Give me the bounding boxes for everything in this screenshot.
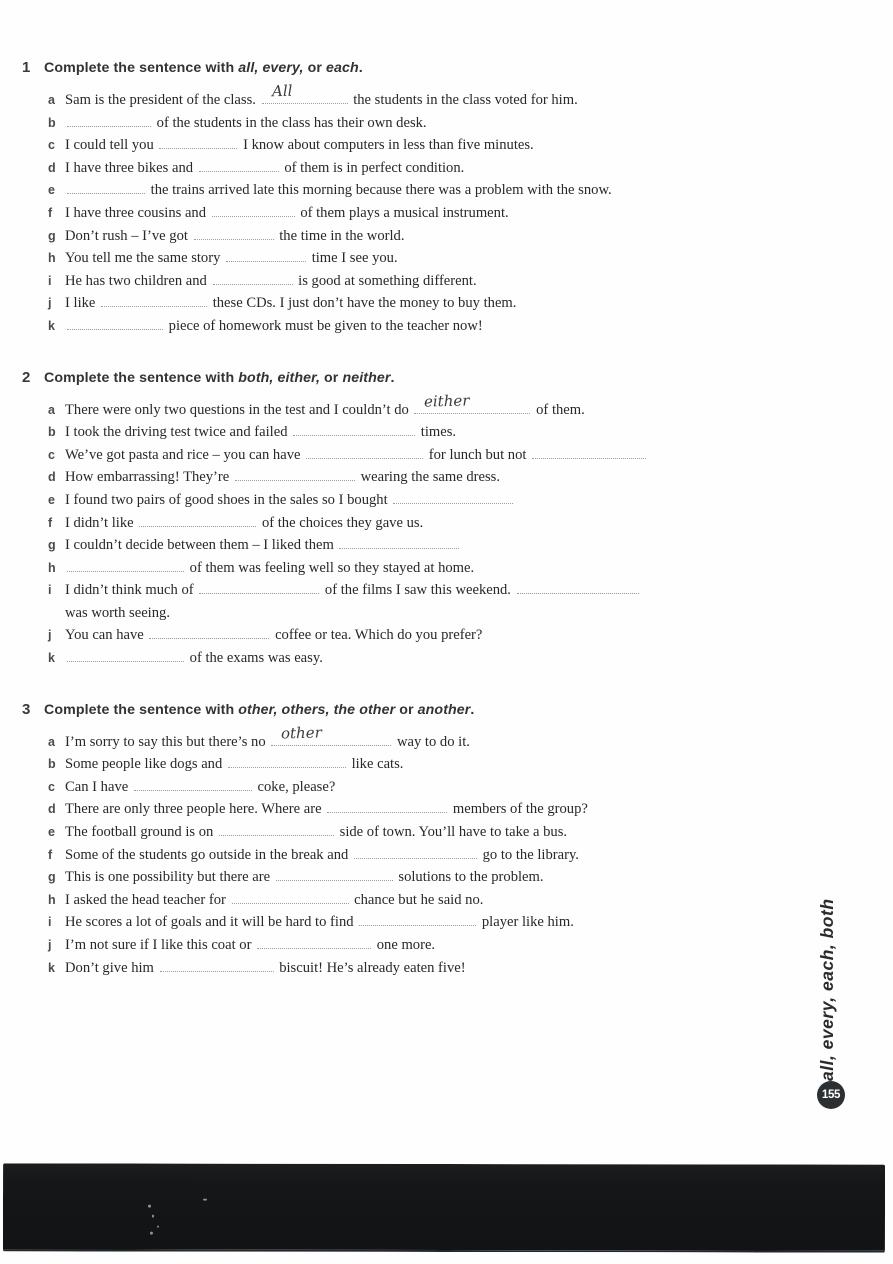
answer-blank[interactable] bbox=[212, 204, 295, 217]
sentence-text: of the films I saw this weekend. bbox=[321, 582, 515, 599]
exercise-number: 2 bbox=[22, 368, 31, 386]
answer-blank[interactable] bbox=[414, 391, 530, 414]
exercise-item-3g bbox=[22, 866, 875, 889]
instruction-text: another bbox=[417, 701, 471, 718]
item-sentence bbox=[65, 821, 875, 844]
item-sentence bbox=[65, 647, 875, 670]
answer-blank[interactable] bbox=[67, 114, 151, 127]
exercise-item-1g bbox=[22, 225, 875, 248]
item-letter: a bbox=[48, 402, 55, 417]
sentence-text: one more. bbox=[373, 937, 436, 953]
answer-blank[interactable] bbox=[67, 649, 184, 662]
exercise-item-3d bbox=[22, 798, 875, 821]
item-letter: h bbox=[48, 560, 56, 575]
item-sentence bbox=[65, 534, 875, 557]
sentence-text: Don’t rush – I’ve got bbox=[65, 227, 192, 244]
exercise-instruction bbox=[44, 368, 395, 388]
item-sentence bbox=[65, 624, 875, 647]
item-sentence bbox=[65, 579, 875, 624]
item-letter: k bbox=[48, 651, 55, 666]
scan-artifact bbox=[150, 1232, 153, 1235]
sentence-text: I’m not sure if I like this coat or bbox=[65, 937, 256, 953]
sentence-text: wearing the same dress. bbox=[356, 469, 500, 486]
exercise-item-3h bbox=[22, 889, 875, 912]
exercise-item-2c bbox=[22, 444, 875, 467]
sentence-text: coffee or tea. Which do you prefer? bbox=[271, 627, 483, 644]
item-letter: j bbox=[48, 938, 52, 952]
item-sentence bbox=[65, 866, 875, 889]
item-letter: g bbox=[48, 538, 56, 553]
handwritten-answer: All bbox=[271, 82, 293, 101]
sentence-text: He scores a lot of goals and it will be hard to find bbox=[65, 914, 358, 931]
item-sentence bbox=[65, 889, 875, 912]
exercise-item-1a bbox=[22, 82, 875, 112]
sentence-text: of the choices they gave us. bbox=[258, 514, 424, 531]
sentence-text: solutions to the problem. bbox=[394, 869, 544, 886]
exercise-item-3a bbox=[22, 723, 875, 754]
item-sentence bbox=[65, 391, 875, 422]
sentence-text: There are only three people here. Where are bbox=[65, 801, 326, 818]
answer-blank[interactable] bbox=[199, 581, 319, 594]
exercise-instruction bbox=[44, 700, 474, 720]
item-letter: j bbox=[48, 628, 52, 643]
item-letter: b bbox=[48, 425, 56, 440]
item-sentence bbox=[65, 421, 875, 444]
unit-side-label: all, every, each, both bbox=[817, 898, 837, 1081]
exercise-2 bbox=[22, 368, 875, 670]
sentence-text: He has two children and bbox=[65, 272, 211, 289]
item-letter: e bbox=[48, 825, 55, 840]
instruction-text: or bbox=[395, 701, 418, 718]
item-sentence bbox=[65, 798, 875, 821]
instruction-text: all, every, bbox=[238, 60, 304, 76]
item-sentence bbox=[65, 957, 875, 980]
answer-blank[interactable] bbox=[213, 272, 293, 285]
sentence-text: You tell me the same story bbox=[65, 250, 225, 267]
sentence-text: these CDs. I just don’t have the money to buy them. bbox=[209, 295, 517, 312]
sentence-text: Some people like dogs and bbox=[65, 756, 226, 773]
sentence-text: I like bbox=[65, 295, 100, 312]
sentence-text: times. bbox=[417, 424, 457, 441]
answer-blank[interactable] bbox=[149, 626, 269, 639]
instruction-text: Complete the sentence with bbox=[44, 701, 239, 718]
item-letter: k bbox=[48, 960, 55, 975]
answer-blank[interactable] bbox=[517, 581, 639, 594]
sentence-text: of them is in perfect condition. bbox=[280, 159, 465, 176]
sentence-text: the time in the world. bbox=[275, 227, 405, 244]
exercise-item-3b bbox=[22, 753, 875, 776]
item-letter: g bbox=[48, 870, 56, 885]
answer-blank[interactable] bbox=[532, 446, 646, 459]
sentence-text: of them plays a musical instrument. bbox=[296, 204, 509, 221]
sentence-text: There were only two questions in the test and I couldn’t do bbox=[65, 401, 413, 418]
sentence-text: Some of the students go outside in the break and bbox=[65, 846, 352, 863]
item-letter: f bbox=[48, 515, 53, 530]
answer-blank[interactable] bbox=[228, 755, 346, 768]
answer-blank[interactable] bbox=[262, 82, 348, 104]
exercise-1 bbox=[22, 58, 875, 338]
instruction-text: or bbox=[303, 60, 327, 76]
item-letter: j bbox=[48, 296, 52, 311]
sentence-text: the trains arrived late this morning because there was a problem with the snow. bbox=[147, 182, 612, 199]
answer-blank[interactable] bbox=[235, 468, 355, 481]
exercise-item-2f bbox=[22, 512, 875, 535]
instruction-text: Complete the sentence with bbox=[44, 369, 239, 386]
item-sentence bbox=[65, 844, 875, 867]
answer-blank[interactable] bbox=[67, 559, 184, 572]
exercise-item-1j bbox=[22, 292, 875, 315]
answer-blank[interactable] bbox=[139, 514, 256, 527]
instruction-text: other, others, the other bbox=[238, 701, 396, 718]
exercise-item-1e bbox=[22, 179, 875, 202]
exercise-item-1i bbox=[22, 270, 875, 293]
answer-blank[interactable] bbox=[393, 491, 513, 504]
exercise-item-1d bbox=[22, 157, 875, 180]
instruction-text: . bbox=[470, 701, 475, 718]
item-letter: i bbox=[48, 915, 52, 930]
sentence-text: I asked the head teacher for bbox=[65, 891, 230, 908]
exercise-item-2d bbox=[22, 466, 875, 489]
exercise-item-1k bbox=[22, 315, 875, 338]
scan-artifact bbox=[203, 1199, 207, 1201]
sentence-text: Can I have bbox=[65, 778, 132, 795]
answer-blank[interactable] bbox=[226, 249, 306, 262]
exercise-item-2b bbox=[22, 421, 875, 444]
item-sentence bbox=[65, 512, 875, 535]
sentence-text: side of town. You’ll have to take a bus. bbox=[336, 824, 568, 841]
exercise-item-1c bbox=[22, 134, 875, 157]
exercise-item-2g bbox=[22, 534, 875, 557]
exercise-item-2h bbox=[22, 557, 875, 580]
answer-blank[interactable] bbox=[354, 846, 477, 859]
item-letter: k bbox=[48, 318, 55, 333]
answer-blank[interactable] bbox=[327, 800, 447, 813]
item-letter: g bbox=[48, 228, 56, 243]
exercise-header bbox=[22, 700, 875, 720]
scanned-book-edge bbox=[3, 1163, 885, 1252]
sentence-text: Sam is the president of the class. bbox=[65, 92, 260, 108]
exercise-item-1h bbox=[22, 247, 875, 270]
answer-blank[interactable] bbox=[306, 446, 423, 459]
item-sentence bbox=[65, 934, 875, 957]
sentence-text: the students in the class voted for him. bbox=[349, 92, 578, 108]
instruction-text: neither bbox=[342, 369, 391, 386]
sentence-text: I know about computers in less than five minutes. bbox=[239, 137, 534, 154]
sentence-text: I found two pairs of good shoes in the sales so I bought bbox=[65, 491, 392, 508]
sentence-text: was worth seeing. bbox=[65, 604, 170, 621]
item-sentence bbox=[65, 489, 875, 512]
handwritten-answer: either bbox=[424, 391, 471, 411]
instruction-text: each bbox=[326, 60, 359, 76]
item-letter: e bbox=[48, 183, 55, 198]
sentence-text: I didn’t like bbox=[65, 514, 138, 531]
item-letter: b bbox=[48, 115, 56, 130]
item-letter: a bbox=[48, 93, 55, 107]
instruction-text: Complete the sentence with bbox=[44, 60, 239, 76]
sentence-text: biscuit! He’s already eaten five! bbox=[275, 959, 466, 976]
answer-blank[interactable] bbox=[257, 936, 371, 949]
answer-blank[interactable] bbox=[67, 317, 163, 330]
sentence-text: piece of homework must be given to the teacher now! bbox=[165, 317, 483, 334]
item-sentence bbox=[65, 179, 875, 202]
item-sentence bbox=[65, 270, 875, 293]
page-number-badge bbox=[817, 1081, 845, 1109]
item-letter: e bbox=[48, 492, 55, 507]
item-letter: c bbox=[48, 447, 55, 462]
item-sentence bbox=[65, 202, 875, 225]
item-letter: i bbox=[48, 583, 52, 598]
sentence-text: for lunch but not bbox=[425, 446, 531, 463]
exercise-item-3f bbox=[22, 844, 875, 867]
sentence-text: The football ground is on bbox=[65, 824, 217, 841]
item-letter: h bbox=[48, 251, 56, 266]
instruction-text: or bbox=[319, 369, 343, 386]
sentence-text: player like him. bbox=[478, 914, 574, 931]
exercise-header bbox=[22, 368, 875, 388]
sentence-text: This is one possibility but there are bbox=[65, 869, 274, 886]
exercise-item-2i bbox=[22, 579, 875, 624]
sentence-text: chance but he said no. bbox=[350, 891, 484, 908]
item-letter: i bbox=[48, 273, 52, 288]
item-letter: c bbox=[48, 779, 55, 794]
exercise-item-2e bbox=[22, 489, 875, 512]
exercise-number: 1 bbox=[22, 59, 31, 76]
exercise-header bbox=[22, 58, 875, 78]
exercise-3 bbox=[22, 700, 875, 980]
item-sentence bbox=[65, 753, 875, 776]
item-sentence bbox=[65, 247, 875, 270]
exercise-instruction bbox=[44, 58, 363, 78]
answer-blank[interactable] bbox=[232, 891, 349, 904]
handwritten-answer: other bbox=[281, 723, 323, 743]
item-sentence bbox=[65, 776, 875, 799]
sentence-text: way to do it. bbox=[393, 733, 470, 750]
exercise-item-3c bbox=[22, 776, 875, 799]
item-sentence bbox=[65, 444, 875, 467]
sentence-text: of them. bbox=[532, 401, 585, 418]
exercise-item-2j bbox=[22, 624, 875, 647]
sentence-text: of the exams was easy. bbox=[186, 650, 323, 667]
item-sentence bbox=[65, 315, 875, 338]
item-letter: d bbox=[48, 160, 56, 175]
answer-blank[interactable] bbox=[199, 159, 279, 172]
sentence-text: I’m sorry to say this but there’s no bbox=[65, 733, 270, 750]
exercise-item-2k bbox=[22, 647, 875, 670]
item-sentence bbox=[65, 466, 875, 489]
page-number: 155 bbox=[821, 1089, 841, 1101]
sentence-text: You can have bbox=[65, 627, 148, 644]
scan-artifact bbox=[152, 1215, 154, 1218]
sentence-text: go to the library. bbox=[478, 846, 579, 863]
answer-blank[interactable] bbox=[159, 136, 237, 149]
sentence-text: I couldn’t decide between them – I liked them bbox=[65, 537, 338, 554]
exercise-item-3e bbox=[22, 821, 875, 844]
sentence-text: I could tell you bbox=[65, 137, 158, 154]
item-letter: c bbox=[48, 138, 55, 153]
exercise-item-3j bbox=[22, 934, 875, 957]
sentence-text: like cats. bbox=[347, 756, 404, 773]
sentence-text: I took the driving test twice and failed bbox=[65, 424, 292, 441]
sentence-text: members of the group? bbox=[449, 801, 588, 818]
item-sentence bbox=[65, 112, 875, 135]
exercise-item-3i bbox=[22, 911, 875, 934]
item-sentence bbox=[65, 292, 875, 315]
exercise-item-2a bbox=[22, 391, 875, 422]
sentence-text: time I see you. bbox=[308, 250, 398, 267]
item-sentence bbox=[65, 225, 875, 248]
sentence-text: of them was feeling well so they stayed at home. bbox=[186, 559, 475, 576]
exercise-number: 3 bbox=[22, 700, 31, 718]
item-sentence bbox=[65, 82, 875, 112]
sentence-text: Don’t give him bbox=[65, 959, 158, 976]
scan-artifact bbox=[157, 1226, 159, 1228]
item-letter: f bbox=[48, 847, 53, 862]
instruction-text: both, either, bbox=[238, 369, 320, 386]
answer-blank[interactable] bbox=[219, 823, 334, 836]
answer-blank[interactable] bbox=[276, 868, 393, 881]
item-sentence bbox=[65, 557, 875, 580]
item-letter: f bbox=[48, 205, 53, 220]
sentence-text: I have three cousins and bbox=[65, 204, 210, 221]
sentence-text: I didn’t think much of bbox=[65, 582, 198, 599]
item-sentence bbox=[65, 134, 875, 157]
exercise-item-1f bbox=[22, 202, 875, 225]
item-letter: d bbox=[48, 802, 56, 817]
answer-blank[interactable] bbox=[134, 778, 252, 791]
sentence-text: of the students in the class has their own desk. bbox=[153, 114, 427, 131]
sentence-text: coke, please? bbox=[253, 778, 336, 795]
exercise-item-1b bbox=[22, 112, 875, 135]
scan-artifact bbox=[148, 1205, 151, 1208]
sentence-text: How embarrassing! They’re bbox=[65, 469, 233, 486]
sentence-text: is good at something different. bbox=[294, 272, 477, 289]
item-letter: d bbox=[48, 470, 56, 485]
answer-blank[interactable] bbox=[160, 959, 274, 972]
sentence-text: We’ve got pasta and rice – you can have bbox=[65, 446, 305, 463]
exercise-item-3k bbox=[22, 957, 875, 980]
item-letter: a bbox=[48, 734, 55, 749]
item-letter: h bbox=[48, 892, 56, 907]
answer-blank[interactable] bbox=[271, 723, 391, 746]
answer-blank[interactable] bbox=[293, 423, 415, 436]
answer-blank[interactable] bbox=[67, 181, 145, 194]
answer-blank[interactable] bbox=[359, 913, 476, 926]
instruction-text: . bbox=[358, 60, 363, 76]
item-letter: b bbox=[48, 757, 56, 772]
instruction-text: . bbox=[390, 369, 395, 386]
answer-blank[interactable] bbox=[194, 227, 274, 240]
item-sentence bbox=[65, 723, 875, 754]
answer-blank[interactable] bbox=[339, 536, 459, 549]
item-sentence bbox=[65, 911, 875, 934]
sentence-text: I have three bikes and bbox=[65, 159, 197, 176]
answer-blank[interactable] bbox=[101, 294, 207, 307]
item-sentence bbox=[65, 157, 875, 180]
